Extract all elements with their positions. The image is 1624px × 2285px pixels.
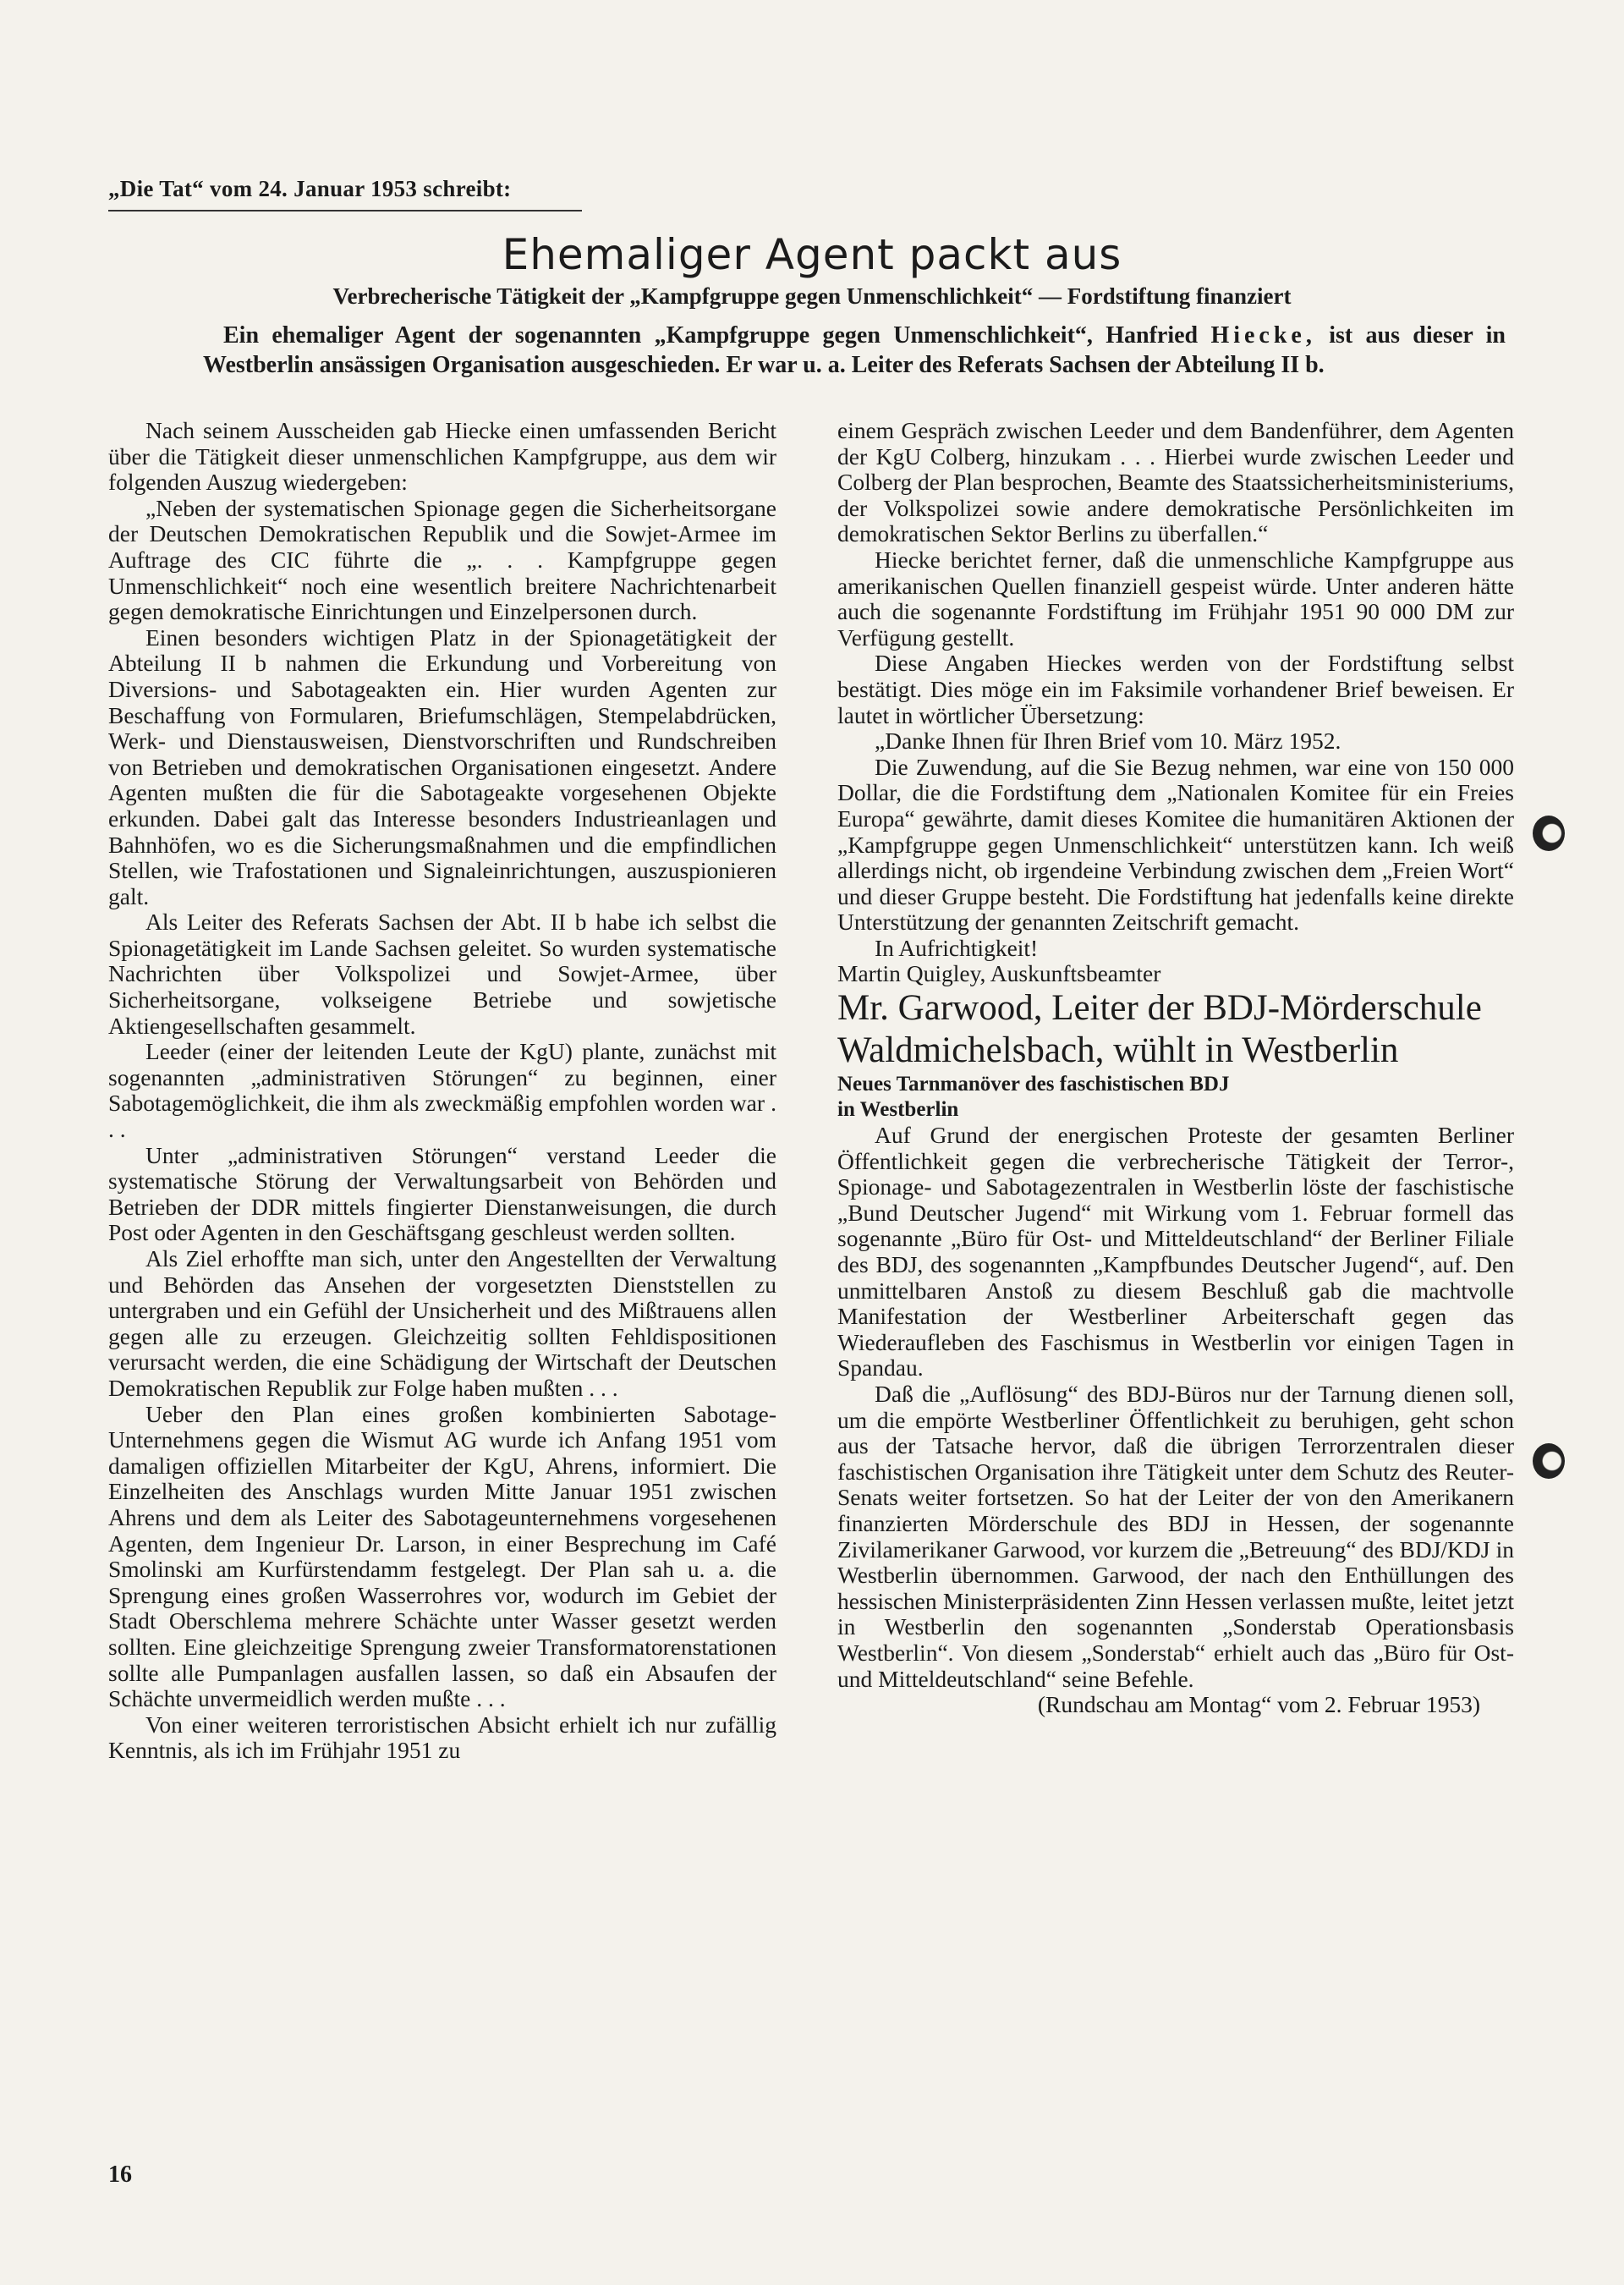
article-2-subtitle-line-1: Neues Tarnmanöver des faschistischen BDJ [837, 1073, 1230, 1096]
right-paragraph-5: Die Zuwendung, auf die Sie Bezug nehmen, war eine von 150 000 Dollar, die die Fordstiftung dem „Nationalen Komitee für ein Freies Europa“ gewährte, damit dieses Komitee die humanitären Aktionen der „Kampfgruppe gegen Unmenschlichkeit“ unterstützen kann. Ich weiß allerdings nicht, ob irgendeine Verbindung zwischen dem „Freien Wort“ und dieser Gruppe besteht. Die Fordstiftung hat jedenfalls keine direkte Unterstützung der genannten Zeitschrift gemacht. [837, 753, 1514, 936]
headline: Ehemaliger Agent packt aus [502, 230, 1122, 279]
source-underline [108, 210, 582, 211]
left-paragraph-2: „Neben der systematischen Spionage gegen die Sicherheitsorgane der Deutschen Demokratischen Republik und die Sowjet-Armee im Auftrage des CIC führte die „. . . Kampfgruppe gegen Unmenschlichkeit“ noch eine wesentlich breitere Nachrichtenarbeit gegen demokratische Einrichtungen und Einzelpersonen durch. [108, 494, 776, 625]
left-paragraph-1: Nach seinem Ausscheiden gab Hiecke einen umfassenden Bericht über die Tätigkeit dieser unmenschlichen Kampfgruppe, aus dem wir folgenden Auszug wiedergeben: [108, 417, 776, 496]
left-paragraph-7: Als Ziel erhoffte man sich, unter den Angestellten der Verwaltung und Behörden das Ansehen der vorgesetzten Dienststellen zu untergraben und ein Gefühl der Unsicherheit und des Mißtrauens allen gegen alle zu erzeugen. Gleichzeitig sollten Fehldispositionen verursacht werden, die eine Schädigung der Wirtschaft der Deutschen Demokratischen Republik zur Folge haben mußten . . . [108, 1245, 776, 1401]
article-2-subtitle [837, 1072, 1514, 1123]
letter-greeting: In Aufrichtigkeit! [875, 934, 1039, 961]
punch-hole-icon [1533, 1443, 1565, 1479]
lead-part-1: Ein ehemaliger Agent der sogenannten „Kampfgruppe gegen Unmenschlichkeit“, Hanfried [223, 322, 1199, 349]
left-paragraph-3: Einen besonders wichtigen Platz in der Spionagetätigkeit der Abteilung II b nahmen die Erkundung und Vorbereitung von Diversions- und Sabotageakten ein. Hier wurden Agenten zur Beschaffung von Formularen, Briefumschlägen, Stempelabdrücken, Werk- und Dienstausweisen, Dienstvorschriften und Rundschreiben von Betrieben und demokratischen Organisationen eingesetzt. Andere Agenten mußten die für die Sabotageakte vorgesehenen Objekte erkunden. Dabei galt das Interesse besonders Industrieanlagen und Bahnhöfen, wo es die Sicherungsmaßnahmen und die empfindlichen Stellen, wie Trafostationen und Signaleinrichtungen, auszuspionieren galt. [108, 623, 776, 909]
left-paragraph-9: Von einer weiteren terroristischen Absicht erhielt ich nur zufällig Kenntnis, als ich im Frühjahr 1951 zu [108, 1711, 776, 1764]
article-2 [837, 987, 1514, 1718]
article-2-paragraph-2: Daß die „Auflösung“ des BDJ-Büros nur der Tarnung dienen soll, um die empörte Westberliner Öffentlichkeit zu beruhigen, geht schon aus der Tatsache hervor, daß die übrigen Terrorzentralen dieser faschistischen Organisation ihre Tätigkeit unter dem Schutz des Reuter-Senats weiter fortsetzen. So hat der Leiter der von den Amerikanern finanzierten Mörderschule des BDJ in Hessen, der sogenannte Zivilamerikaner Garwood, vor kurzem die „Betreuung“ des BDJ/KDJ in Westberlin übernommen. Garwood, der nach den Enthüllungen des hessischen Ministerpräsidenten Zinn Hessen verlassen mußte, leitet jetzt in Westberlin den sogenannten „Sonderstab Operationsbasis Westberlin“. Von diesem „Sonderstab“ erhielt auch das „Büro für Ost- und Mitteldeutschland“ seine Befehle. [837, 1381, 1514, 1692]
punch-hole-icon [1533, 816, 1565, 851]
left-column [108, 418, 776, 2127]
lead-name: Hiecke, [1210, 322, 1316, 349]
article-2-title-line-1: Mr. Garwood, Leiter der BDJ-Mörderschule [837, 988, 1482, 1029]
page-number: 16 [108, 2161, 132, 2188]
right-paragraph-4: „Danke Ihnen für Ihren Brief vom 10. März 1952. [875, 728, 1341, 755]
article-2-paragraph-1: Auf Grund der energischen Proteste der gesamten Berliner Öffentlichkeit gegen die verbrecherische Tätigkeit der Terror-, Spionage- und Sabotagezentralen in Westberlin löste der faschistische „Bund Deutscher Jugend“ mit Wirkung vom 1. Februar formell das sogenannte „Büro für Ost- und Mitteldeutschland“ der Berliner Filiale des BDJ, des sogenannten „Kampfbundes Deutscher Jugend“, auf. Den unmittelbaren Anstoß zu diesem Beschluß gab die machtvolle Manifestation der Westberliner Arbeiterschaft gegen das Wiederaufleben des Faschismus in Westberlin vor einigen Tagen in Spandau. [837, 1122, 1514, 1381]
lead-part-2: ist aus dieser in Westberlin ansässigen Organisation ausgeschieden. Er war u. a. Leiter des Referats Sachsen der Abteilung II b. [203, 322, 1506, 378]
right-paragraph-2: Hiecke berichtet ferner, daß die unmenschliche Kampfgruppe aus amerikanischen Quellen finanziell gespeist würde. Unter anderen hätte auch die sogenannte Fordstiftung im Frühjahr 1951 90 000 DM zur Verfügung gestellt. [837, 546, 1514, 651]
article-2-source: (Rundschau am Montag“ vom 2. Februar 1953) [1037, 1691, 1480, 1718]
right-paragraph-1: einem Gespräch zwischen Leeder und dem Bandenführer, dem Agenten der KgU Colberg, hinzukam . . . Hierbei wurde zwischen Leeder und Colberg der Plan besprochen, Beamte des Staatssicherheitsministeriums, der Volkspolizei sowie andere demokratische Persönlichkeiten im demokratischen Sektor Berlins zu überfallen.“ [837, 417, 1514, 547]
article-2-title [837, 987, 1514, 1072]
lead-paragraph [203, 321, 1506, 380]
right-column [837, 418, 1514, 2110]
left-paragraph-8: Ueber den Plan eines großen kombinierten Sabotage-Unternehmens gegen die Wismut AG wurde ich Anfang 1951 vom damaligen offiziellen Mitarbeiter der KgU, Ahrens, informiert. Die Einzelheiten des Anschlags wurden Mitte Januar 1951 zwischen Ahrens und dem als Leiter des Sabotageunternehmens vorgesehenen Agenten, dem Ingenieur Dr. Larson, in einer Besprechung im Café Smolinski am Kurfürstendamm festgelegt. Der Plan sah u. a. die Sprengung eines großen Wasserrohres vor, wodurch im Gebiet der Stadt Oberschlema mehrere Schächte unter Wasser gesetzt werden sollten. Eine gleichzeitige Sprengung zweier Transformatorenstationen sollte alle Pumpanlagen ausfallen lassen, so daß ein Absaufen der Schächte unvermeidlich werden mußte . . . [108, 1400, 776, 1712]
left-paragraph-5: Leeder (einer der leitenden Leute der KgU) plante, zunächst mit sogenannten „administrativen Störungen“ zu beginnen, einer Sabotagemöglichkeit, die ihm als zweckmäßig empfohlen worden war . . . [108, 1038, 776, 1143]
subheadline: Verbrecherische Tätigkeit der „Kampfgruppe gegen Unmenschlichkeit“ — Fordstiftung finanziert [332, 283, 1292, 309]
source-line: „Die Tat“ vom 24. Januar 1953 schreibt: [108, 176, 512, 201]
article-2-title-line-2: Waldmichelsbach, wühlt in Westberlin [837, 1030, 1399, 1071]
article-2-subtitle-line-2: in Westberlin [837, 1098, 959, 1122]
left-paragraph-4: Als Leiter des Referats Sachsen der Abt. II b habe ich selbst die Spionagetätigkeit im Lande Sachsen geleitet. So wurden systematische Nachrichten über Volkspolizei und Sowjet-Armee, über Sicherheitsorgane, volkseigene Betriebe und sowjetische Aktiengesellschaften gesammelt. [108, 909, 776, 1039]
left-paragraph-6: Unter „administrativen Störungen“ verstand Leeder die systematische Störung der Verwaltungsarbeit von Behörden und Betrieben der DDR mittels fingierter Dienstanweisungen, die durch Post oder Agenten in den Geschäftsgang geschleust werden sollten. [108, 1141, 776, 1246]
letter-signature: Martin Quigley, Auskunftsbeamter [837, 960, 1161, 987]
right-paragraph-3: Diese Angaben Hieckes werden von der Fordstiftung selbst bestätigt. Dies möge ein im Faksimile vorhandener Brief beweisen. Er lautet in wörtlicher Übersetzung: [837, 650, 1514, 728]
